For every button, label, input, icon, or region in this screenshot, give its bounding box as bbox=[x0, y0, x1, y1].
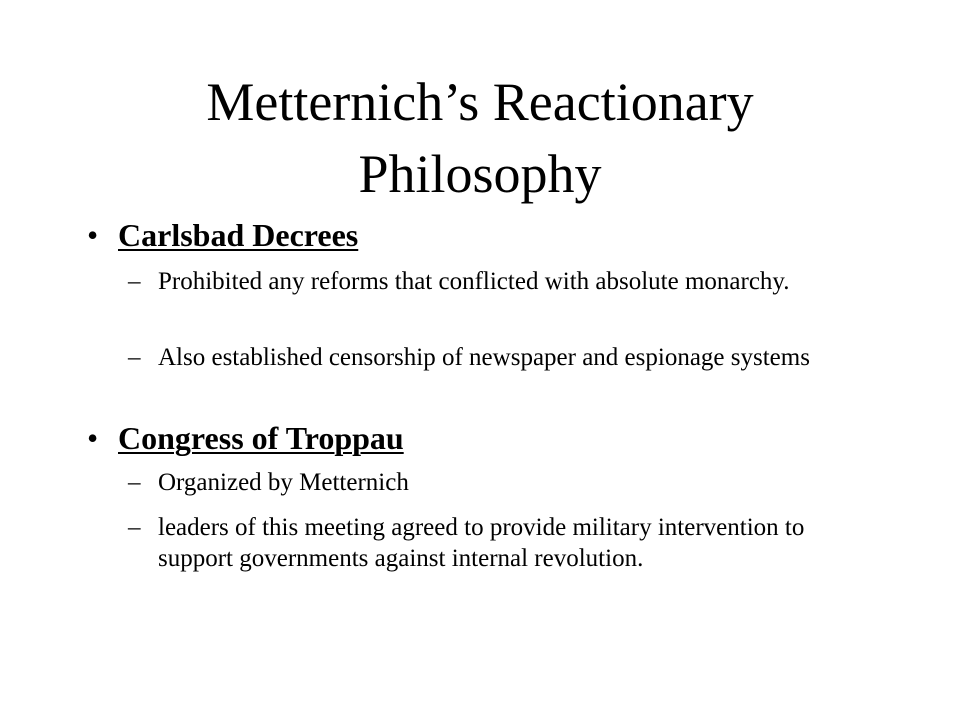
dash-marker: – bbox=[128, 344, 141, 371]
dash-marker: – bbox=[128, 469, 141, 496]
bullet-heading: Carlsbad Decrees bbox=[118, 217, 359, 253]
sub-bullet-prohibited-reforms bbox=[128, 266, 848, 297]
sub-bullet-censorship bbox=[128, 342, 848, 373]
title-line-2: Philosophy bbox=[358, 144, 602, 204]
bullet-carlsbad-decrees bbox=[87, 215, 358, 255]
slide-title bbox=[80, 66, 880, 210]
bullet-congress-of-troppau bbox=[87, 418, 404, 458]
sub-bullet-text: Also established censorship of newspaper and espionage systems bbox=[158, 344, 810, 371]
bullet-marker: • bbox=[87, 420, 99, 456]
sub-bullet-organized-by bbox=[128, 467, 848, 498]
sub-bullet-text: leaders of this meeting agreed to provide military intervention to support governments against internal revolution. bbox=[158, 514, 805, 572]
dash-marker: – bbox=[128, 268, 141, 295]
sub-bullet-text: Prohibited any reforms that conflicted with absolute monarchy. bbox=[158, 268, 790, 295]
dash-marker: – bbox=[128, 514, 141, 541]
sub-bullet-military-intervention bbox=[128, 512, 848, 574]
bullet-heading: Congress of Troppau bbox=[118, 420, 404, 456]
sub-bullet-text: Organized by Metternich bbox=[158, 469, 409, 496]
bullet-marker: • bbox=[87, 217, 99, 253]
title-line-1: Metternich’s Reactionary bbox=[206, 72, 754, 132]
